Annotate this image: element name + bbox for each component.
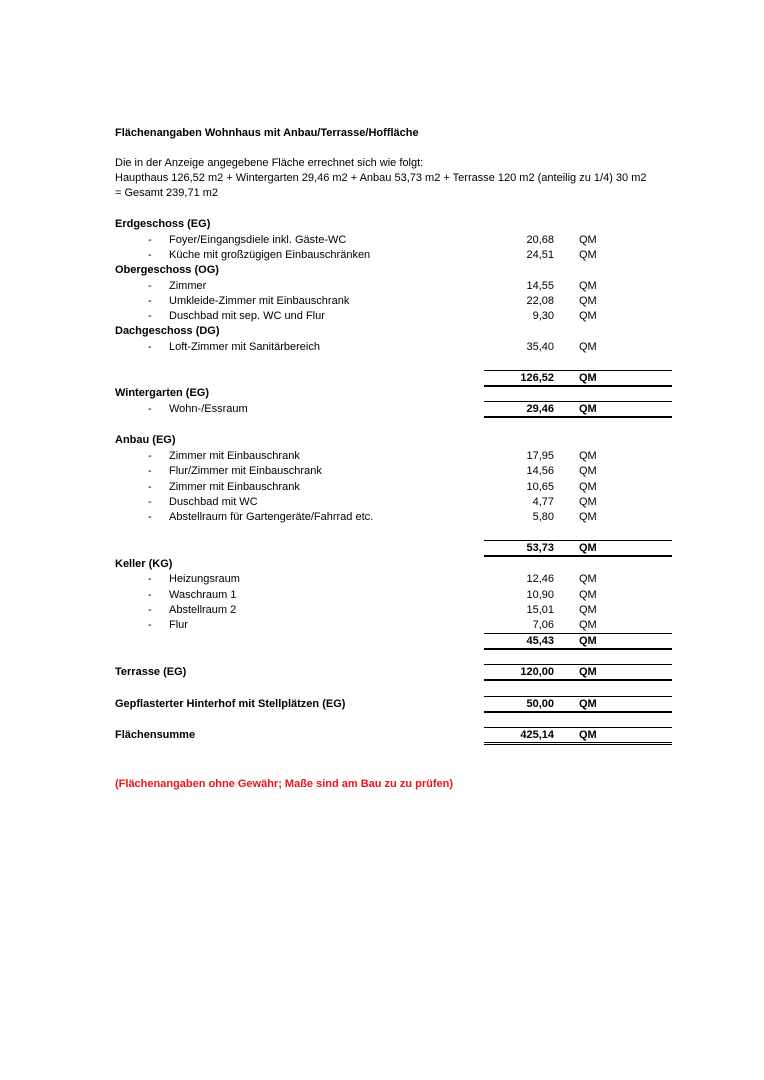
dash: - [148,403,152,415]
document-title: Flächenangaben Wohnhaus mit Anbau/Terrasse/Hoffläche [115,127,419,139]
item-label: Küche mit großzügigen Einbauschränken [169,249,371,261]
unit-label: QM [579,465,597,477]
subtotal-value: 45,43 [526,635,554,647]
rule-line [484,401,672,402]
rule-line [484,711,672,713]
dash: - [148,481,152,493]
unit-label: QM [579,450,597,462]
rule-line [484,727,672,728]
grand-total-value: 425,14 [520,729,554,741]
list-item [148,450,300,462]
unit-label: QM [579,496,597,508]
item-value: 10,65 [526,481,554,493]
list-item [148,465,322,477]
list-item [148,619,188,631]
section-heading-dg: Dachgeschoss (DG) [115,325,220,337]
rule-line [484,385,672,387]
item-label: Foyer/Eingangsdiele inkl. Gäste-WC [169,234,347,246]
intro-line-2: Haupthaus 126,52 m2 + Wintergarten 29,46 m2 + Anbau 53,73 m2 + Terrasse 120 m2 (anteilig zu 1/4) 30 m2 [115,172,647,184]
item-label: Flur/Zimmer mit Einbauschrank [169,465,322,477]
rule-line [484,555,672,557]
item-value: 7,06 [532,619,554,631]
unit-label: QM [579,403,597,415]
rule-line [484,648,672,650]
disclaimer-note: (Flächenangaben ohne Gewähr; Maße sind am Bau zu zu prüfen) [115,778,453,790]
item-value: 14,55 [526,280,554,292]
unit-label: QM [579,372,597,384]
dash: - [148,234,152,246]
unit-label: QM [579,589,597,601]
list-item [148,589,236,601]
list-item [148,280,206,292]
item-value: 10,90 [526,589,554,601]
unit-label: QM [579,280,597,292]
dash: - [148,496,152,508]
unit-label: QM [579,481,597,493]
item-value: 12,46 [526,573,554,585]
item-value: 14,56 [526,465,554,477]
unit-label: QM [579,573,597,585]
double-rule-line [484,742,672,745]
section-heading-og: Obergeschoss (OG) [115,264,219,276]
item-label: Duschbad mit sep. WC und Flur [169,310,325,322]
item-label: Flur [169,619,188,631]
dash: - [148,465,152,477]
item-value: 29,46 [526,403,554,415]
item-value: 5,80 [532,511,554,523]
item-label: Waschraum 1 [169,589,237,601]
dash: - [148,573,152,585]
item-label: Zimmer [169,280,207,292]
list-item [148,604,236,616]
section-heading-summe: Flächensumme [115,729,196,741]
dash: - [148,450,152,462]
item-label: Abstellraum für Gartengeräte/Fahrrad etc. [169,511,374,523]
dash: - [148,604,152,616]
dash: - [148,310,152,322]
subtotal-value: 120,00 [520,666,554,678]
list-item [148,249,370,261]
item-value: 9,30 [532,310,554,322]
item-label: Duschbad mit WC [169,496,258,508]
item-label: Wohn-/Essraum [169,403,248,415]
list-item [148,511,373,523]
rule-line [484,633,672,634]
dash: - [148,341,152,353]
list-item [148,403,248,415]
section-heading-terrasse: Terrasse (EG) [115,666,187,678]
list-item [148,341,320,353]
item-value: 35,40 [526,341,554,353]
unit-label: QM [579,295,597,307]
section-heading-anbau: Anbau (EG) [115,434,176,446]
item-value: 17,95 [526,450,554,462]
unit-label: QM [579,619,597,631]
section-heading-hinterhof: Gepflasterter Hinterhof mit Stellplätzen (EG) [115,698,346,710]
dash: - [148,589,152,601]
list-item [148,573,240,585]
item-label: Loft-Zimmer mit Sanitärbereich [169,341,320,353]
dash: - [148,511,152,523]
subtotal-value: 50,00 [526,698,554,710]
intro-line-3: = Gesamt 239,71 m2 [115,187,219,199]
list-item [148,481,300,493]
section-heading-keller: Keller (KG) [115,558,173,570]
subtotal-value: 126,52 [520,372,554,384]
item-label: Zimmer mit Einbauschrank [169,481,300,493]
unit-label: QM [579,249,597,261]
item-value: 22,08 [526,295,554,307]
item-value: 24,51 [526,249,554,261]
unit-label: QM [579,604,597,616]
item-value: 15,01 [526,604,554,616]
unit-label: QM [579,341,597,353]
dash: - [148,249,152,261]
item-label: Umkleide-Zimmer mit Einbauschrank [169,295,350,307]
item-label: Abstellraum 2 [169,604,237,616]
dash: - [148,280,152,292]
section-heading-wintergarten: Wintergarten (EG) [115,387,210,399]
unit-label: QM [579,698,597,710]
unit-label: QM [579,729,597,741]
dash: - [148,619,152,631]
unit-label: QM [579,666,597,678]
dash: - [148,295,152,307]
subtotal-value: 53,73 [526,542,554,554]
list-item [148,295,349,307]
rule-line [484,664,672,665]
rule-line [484,679,672,681]
unit-label: QM [579,234,597,246]
intro-line-1: Die in der Anzeige angegebene Fläche errechnet sich wie folgt: [115,157,424,169]
item-value: 4,77 [532,496,554,508]
list-item [148,234,346,246]
unit-label: QM [579,542,597,554]
list-item [148,310,325,322]
item-label: Zimmer mit Einbauschrank [169,450,300,462]
rule-line [484,540,672,541]
item-label: Heizungsraum [169,573,240,585]
section-heading-eg: Erdgeschoss (EG) [115,218,211,230]
list-item [148,496,258,508]
unit-label: QM [579,310,597,322]
rule-line [484,416,672,418]
rule-line [484,696,672,697]
unit-label: QM [579,635,597,647]
unit-label: QM [579,511,597,523]
item-value: 20,68 [526,234,554,246]
rule-line [484,370,672,371]
